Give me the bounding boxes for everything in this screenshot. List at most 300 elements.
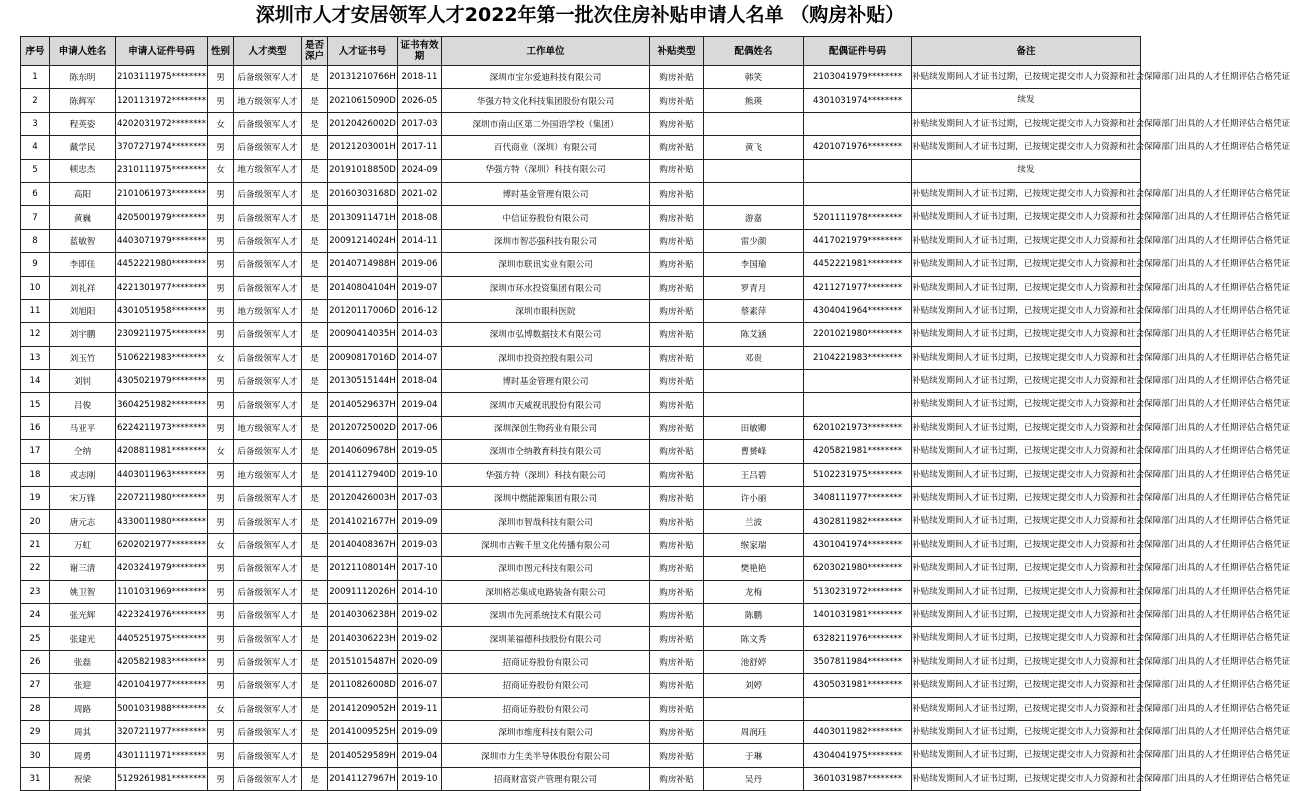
- cell-col-remarks: 补贴续发期间人才证书过期，已按规定提交市人力资源和社会保障部门出具的人才任期评估合格凭证: [912, 533, 1141, 556]
- cell-col-id: 4305021979********: [116, 370, 208, 393]
- cell-col-employer: 深圳莱福德科技股份有限公司: [442, 627, 650, 650]
- cell-col-spouse-name: [704, 697, 804, 720]
- table-row: [21, 697, 1141, 720]
- cell-col-employer: 华强方特（深圳）科技有限公司: [442, 463, 650, 486]
- cell-col-spouse-id: 4304041975********: [804, 744, 912, 767]
- table-row: [21, 603, 1141, 626]
- cell-col-remarks: 补贴续发期间人才证书过期，已按规定提交市人力资源和社会保障部门出具的人才任期评估合格凭证: [912, 744, 1141, 767]
- cell-col-cert-expiry: 2018-04: [398, 370, 442, 393]
- cell-col-employer: 招商证券股份有限公司: [442, 674, 650, 697]
- cell-col-shenzhen-hukou: 是: [302, 136, 328, 159]
- cell-col-subsidy-type: 购房补贴: [650, 159, 704, 182]
- cell-col-shenzhen-hukou: 是: [302, 253, 328, 276]
- cell-col-employer: 深圳市力生美半导体股份有限公司: [442, 744, 650, 767]
- cell-col-shenzhen-hukou: 是: [302, 627, 328, 650]
- cell-col-talent-type: 地方级领军人才: [234, 159, 302, 182]
- cell-col-spouse-name: 韩笑: [704, 66, 804, 89]
- table-row: [21, 89, 1141, 112]
- cell-col-shenzhen-hukou: 是: [302, 674, 328, 697]
- cell-col-name: 张磊: [50, 650, 116, 673]
- cell-col-spouse-name: 雷少颜: [704, 229, 804, 252]
- cell-col-cert-expiry: 2019-05: [398, 440, 442, 463]
- cell-col-shenzhen-hukou: 是: [302, 720, 328, 743]
- header-col-subsidy-type: 补贴类型: [650, 37, 704, 66]
- cell-col-spouse-name: 龙梅: [704, 580, 804, 603]
- cell-col-cert-expiry: 2017-06: [398, 416, 442, 439]
- cell-col-cert-expiry: 2019-10: [398, 463, 442, 486]
- cell-col-cert-no: 20141127940D: [328, 463, 398, 486]
- cell-col-employer: 博时基金管理有限公司: [442, 370, 650, 393]
- cell-col-index: 19: [21, 487, 50, 510]
- cell-col-employer: 深圳市先河系统技术有限公司: [442, 603, 650, 626]
- cell-col-index: 5: [21, 159, 50, 182]
- cell-col-index: 8: [21, 229, 50, 252]
- cell-col-index: 26: [21, 650, 50, 673]
- cell-col-name: 祝梁: [50, 767, 116, 790]
- table-row: [21, 206, 1141, 229]
- cell-col-talent-type: 后备级领军人才: [234, 440, 302, 463]
- cell-col-spouse-name: 李国瑜: [704, 253, 804, 276]
- cell-col-cert-no: 20120725002D: [328, 416, 398, 439]
- cell-col-spouse-id: 5102231975********: [804, 463, 912, 486]
- cell-col-gender: 男: [208, 89, 234, 112]
- cell-col-talent-type: 后备级领军人才: [234, 580, 302, 603]
- cell-col-spouse-name: 周润珏: [704, 720, 804, 743]
- cell-col-index: 27: [21, 674, 50, 697]
- cell-col-gender: 男: [208, 627, 234, 650]
- cell-col-spouse-id: [804, 182, 912, 205]
- cell-col-talent-type: 后备级领军人才: [234, 603, 302, 626]
- cell-col-cert-no: 20121108014H: [328, 557, 398, 580]
- cell-col-cert-expiry: 2019-06: [398, 253, 442, 276]
- table-row: [21, 767, 1141, 790]
- cell-col-cert-expiry: 2021-02: [398, 182, 442, 205]
- cell-col-subsidy-type: 购房补贴: [650, 276, 704, 299]
- cell-col-id: 4301111971********: [116, 744, 208, 767]
- cell-col-gender: 男: [208, 323, 234, 346]
- cell-col-cert-expiry: 2019-04: [398, 744, 442, 767]
- cell-col-subsidy-type: 购房补贴: [650, 229, 704, 252]
- cell-col-name: 程英姿: [50, 112, 116, 135]
- cell-col-talent-type: 后备级领军人才: [234, 136, 302, 159]
- table-row: [21, 650, 1141, 673]
- cell-col-shenzhen-hukou: 是: [302, 440, 328, 463]
- cell-col-remarks: 补贴续发期间人才证书过期，已按规定提交市人力资源和社会保障部门出具的人才任期评估合格凭证: [912, 112, 1141, 135]
- cell-col-spouse-id: 4301031974********: [804, 89, 912, 112]
- cell-col-cert-expiry: 2017-11: [398, 136, 442, 159]
- cell-col-spouse-name: 蔡素萍: [704, 299, 804, 322]
- cell-col-subsidy-type: 购房补贴: [650, 533, 704, 556]
- cell-col-cert-no: 20140306223H: [328, 627, 398, 650]
- cell-col-spouse-id: 4201071976********: [804, 136, 912, 159]
- cell-col-cert-expiry: 2014-03: [398, 323, 442, 346]
- cell-col-remarks: 补贴续发期间人才证书过期，已按规定提交市人力资源和社会保障部门出具的人才任期评估合格凭证: [912, 182, 1141, 205]
- header-col-cert-no: 人才证书号: [328, 37, 398, 66]
- cell-col-remarks: 补贴续发期间人才证书过期，已按规定提交市人力资源和社会保障部门出具的人才任期评估合格凭证: [912, 66, 1141, 89]
- cell-col-id: 5106221983********: [116, 346, 208, 369]
- cell-col-employer: 深圳格芯集成电路装备有限公司: [442, 580, 650, 603]
- cell-col-spouse-name: [704, 112, 804, 135]
- cell-col-name: 姚卫智: [50, 580, 116, 603]
- cell-col-cert-expiry: 2018-11: [398, 66, 442, 89]
- cell-col-name: 黄巍: [50, 206, 116, 229]
- cell-col-cert-expiry: 2017-03: [398, 112, 442, 135]
- table-row: [21, 627, 1141, 650]
- cell-col-remarks: 补贴续发期间人才证书过期，已按规定提交市人力资源和社会保障部门出具的人才任期评估合格凭证: [912, 229, 1141, 252]
- cell-col-employer: 华强方特（深圳）科技有限公司: [442, 159, 650, 182]
- cell-col-shenzhen-hukou: 是: [302, 206, 328, 229]
- cell-col-spouse-id: 4305031981********: [804, 674, 912, 697]
- cell-col-shenzhen-hukou: 是: [302, 697, 328, 720]
- cell-col-spouse-id: 4304041964********: [804, 299, 912, 322]
- cell-col-employer: 华强方特文化科技集团股份有限公司: [442, 89, 650, 112]
- cell-col-name: 谢三清: [50, 557, 116, 580]
- cell-col-talent-type: 后备级领军人才: [234, 627, 302, 650]
- header-col-talent-type: 人才类型: [234, 37, 302, 66]
- cell-col-spouse-id: 4417021979********: [804, 229, 912, 252]
- cell-col-gender: 男: [208, 603, 234, 626]
- cell-col-spouse-name: 缑家瑞: [704, 533, 804, 556]
- cell-col-cert-expiry: 2026-05: [398, 89, 442, 112]
- cell-col-index: 25: [21, 627, 50, 650]
- cell-col-spouse-name: 池舒婷: [704, 650, 804, 673]
- cell-col-gender: 男: [208, 136, 234, 159]
- cell-col-cert-no: 20090817016D: [328, 346, 398, 369]
- cell-col-talent-type: 后备级领军人才: [234, 557, 302, 580]
- cell-col-shenzhen-hukou: 是: [302, 299, 328, 322]
- cell-col-employer: 深圳市宝尔爱迪科技有限公司: [442, 66, 650, 89]
- cell-col-subsidy-type: 购房补贴: [650, 674, 704, 697]
- cell-col-id: 4403071979********: [116, 229, 208, 252]
- cell-col-employer: 深圳市天威视讯股份有限公司: [442, 393, 650, 416]
- cell-col-index: 22: [21, 557, 50, 580]
- cell-col-subsidy-type: 购房补贴: [650, 66, 704, 89]
- cell-col-id: 4403011963********: [116, 463, 208, 486]
- cell-col-shenzhen-hukou: 是: [302, 89, 328, 112]
- cell-col-index: 14: [21, 370, 50, 393]
- cell-col-cert-no: 20120117006D: [328, 299, 398, 322]
- cell-col-remarks: 补贴续发期间人才证书过期，已按规定提交市人力资源和社会保障部门出具的人才任期评估合格凭证: [912, 580, 1141, 603]
- cell-col-remarks: 补贴续发期间人才证书过期，已按规定提交市人力资源和社会保障部门出具的人才任期评估合格凭证: [912, 440, 1141, 463]
- cell-col-cert-no: 20191018850D: [328, 159, 398, 182]
- cell-col-employer: 深圳市吉鞍千里文化传播有限公司: [442, 533, 650, 556]
- cell-col-id: 5001031988********: [116, 697, 208, 720]
- cell-col-shenzhen-hukou: 是: [302, 393, 328, 416]
- cell-col-index: 16: [21, 416, 50, 439]
- cell-col-spouse-id: [804, 697, 912, 720]
- cell-col-cert-expiry: 2019-03: [398, 533, 442, 556]
- cell-col-remarks: 续发: [912, 89, 1141, 112]
- cell-col-employer: 深圳市智芯强科技有限公司: [442, 229, 650, 252]
- cell-col-remarks: 补贴续发期间人才证书过期，已按规定提交市人力资源和社会保障部门出具的人才任期评估合格凭证: [912, 370, 1141, 393]
- cell-col-employer: 深圳市环水投资集团有限公司: [442, 276, 650, 299]
- cell-col-id: 2207211980********: [116, 487, 208, 510]
- cell-col-remarks: 续发: [912, 159, 1141, 182]
- cell-col-name: 刘钊: [50, 370, 116, 393]
- cell-col-spouse-name: 邓贵: [704, 346, 804, 369]
- cell-col-spouse-name: 曹赟峰: [704, 440, 804, 463]
- cell-col-shenzhen-hukou: 是: [302, 463, 328, 486]
- table-row: [21, 229, 1141, 252]
- cell-col-gender: 女: [208, 112, 234, 135]
- cell-col-shenzhen-hukou: 是: [302, 112, 328, 135]
- cell-col-talent-type: 后备级领军人才: [234, 720, 302, 743]
- cell-col-spouse-name: [704, 182, 804, 205]
- cell-col-spouse-id: 3408111977********: [804, 487, 912, 510]
- cell-col-id: 3604251982********: [116, 393, 208, 416]
- cell-col-spouse-name: 许小丽: [704, 487, 804, 510]
- cell-col-cert-expiry: 2019-02: [398, 627, 442, 650]
- cell-col-shenzhen-hukou: 是: [302, 159, 328, 182]
- cell-col-gender: 男: [208, 767, 234, 790]
- cell-col-spouse-id: 4205821981********: [804, 440, 912, 463]
- cell-col-spouse-id: 4452221981********: [804, 253, 912, 276]
- cell-col-gender: 男: [208, 206, 234, 229]
- cell-col-talent-type: 后备级领军人才: [234, 323, 302, 346]
- cell-col-subsidy-type: 购房补贴: [650, 744, 704, 767]
- header-col-spouse-id: 配偶证件号码: [804, 37, 912, 66]
- cell-col-employer: 深圳市图元科技有限公司: [442, 557, 650, 580]
- cell-col-shenzhen-hukou: 是: [302, 510, 328, 533]
- header-col-id: 申请人证件号码: [116, 37, 208, 66]
- cell-col-spouse-name: 兰波: [704, 510, 804, 533]
- cell-col-spouse-id: 6201021973********: [804, 416, 912, 439]
- cell-col-index: 12: [21, 323, 50, 346]
- cell-col-gender: 男: [208, 229, 234, 252]
- cell-col-gender: 男: [208, 393, 234, 416]
- cell-col-cert-no: 20090414035H: [328, 323, 398, 346]
- table-row: [21, 112, 1141, 135]
- cell-col-subsidy-type: 购房补贴: [650, 323, 704, 346]
- table-row: [21, 299, 1141, 322]
- cell-col-index: 7: [21, 206, 50, 229]
- cell-col-spouse-id: 2201021980********: [804, 323, 912, 346]
- cell-col-spouse-name: 罗青月: [704, 276, 804, 299]
- cell-col-cert-no: 20091112026H: [328, 580, 398, 603]
- cell-col-subsidy-type: 购房补贴: [650, 720, 704, 743]
- cell-col-name: 蓝敏智: [50, 229, 116, 252]
- cell-col-spouse-id: 4211271977********: [804, 276, 912, 299]
- cell-col-remarks: 补贴续发期间人才证书过期，已按规定提交市人力资源和社会保障部门出具的人才任期评估合格凭证: [912, 697, 1141, 720]
- cell-col-remarks: 补贴续发期间人才证书过期，已按规定提交市人力资源和社会保障部门出具的人才任期评估合格凭证: [912, 767, 1141, 790]
- cell-col-spouse-id: 2104221983********: [804, 346, 912, 369]
- cell-col-cert-no: 20160303168D: [328, 182, 398, 205]
- cell-col-cert-no: 20130911471H: [328, 206, 398, 229]
- cell-col-shenzhen-hukou: 是: [302, 767, 328, 790]
- cell-col-index: 28: [21, 697, 50, 720]
- cell-col-shenzhen-hukou: 是: [302, 370, 328, 393]
- cell-col-index: 10: [21, 276, 50, 299]
- table-row: [21, 463, 1141, 486]
- cell-col-cert-expiry: 2016-07: [398, 674, 442, 697]
- table-row: [21, 346, 1141, 369]
- cell-col-subsidy-type: 购房补贴: [650, 440, 704, 463]
- cell-col-talent-type: 后备级领军人才: [234, 767, 302, 790]
- table-row: [21, 159, 1141, 182]
- cell-col-cert-no: 20120426002D: [328, 112, 398, 135]
- cell-col-name: 万虹: [50, 533, 116, 556]
- cell-col-employer: 深圳市眼科医院: [442, 299, 650, 322]
- cell-col-index: 1: [21, 66, 50, 89]
- cell-col-talent-type: 后备级领军人才: [234, 206, 302, 229]
- cell-col-name: 吕俊: [50, 393, 116, 416]
- cell-col-shenzhen-hukou: 是: [302, 557, 328, 580]
- cell-col-employer: 百代商业（深圳）有限公司: [442, 136, 650, 159]
- cell-col-index: 13: [21, 346, 50, 369]
- table-row: [21, 674, 1141, 697]
- cell-col-id: 4301051958********: [116, 299, 208, 322]
- cell-col-gender: 男: [208, 674, 234, 697]
- cell-col-talent-type: 后备级领军人才: [234, 674, 302, 697]
- cell-col-id: 4330011980********: [116, 510, 208, 533]
- cell-col-spouse-name: 陈艾涵: [704, 323, 804, 346]
- cell-col-id: 2310111975********: [116, 159, 208, 182]
- cell-col-talent-type: 后备级领军人才: [234, 276, 302, 299]
- cell-col-talent-type: 后备级领军人才: [234, 112, 302, 135]
- table-row: [21, 66, 1141, 89]
- cell-col-shenzhen-hukou: 是: [302, 650, 328, 673]
- cell-col-cert-expiry: 2019-11: [398, 697, 442, 720]
- cell-col-gender: 女: [208, 533, 234, 556]
- cell-col-talent-type: 地方级领军人才: [234, 416, 302, 439]
- cell-col-index: 4: [21, 136, 50, 159]
- cell-col-subsidy-type: 购房补贴: [650, 182, 704, 205]
- cell-col-cert-no: 20140804104H: [328, 276, 398, 299]
- cell-col-gender: 男: [208, 487, 234, 510]
- cell-col-cert-no: 20130515144H: [328, 370, 398, 393]
- cell-col-cert-expiry: 2017-03: [398, 487, 442, 510]
- cell-col-talent-type: 后备级领军人才: [234, 393, 302, 416]
- table-row: [21, 276, 1141, 299]
- cell-col-spouse-name: 陈文秀: [704, 627, 804, 650]
- table-row: [21, 557, 1141, 580]
- cell-col-cert-expiry: 2019-02: [398, 603, 442, 626]
- cell-col-cert-no: 20141209052H: [328, 697, 398, 720]
- cell-col-remarks: 补贴续发期间人才证书过期，已按规定提交市人力资源和社会保障部门出具的人才任期评估合格凭证: [912, 136, 1141, 159]
- cell-col-id: 4205001979********: [116, 206, 208, 229]
- cell-col-cert-no: 20140529637H: [328, 393, 398, 416]
- cell-col-talent-type: 后备级领军人才: [234, 487, 302, 510]
- cell-col-employer: 深圳市联讯实业有限公司: [442, 253, 650, 276]
- cell-col-subsidy-type: 购房补贴: [650, 767, 704, 790]
- cell-col-employer: 招商财富资产管理有限公司: [442, 767, 650, 790]
- cell-col-talent-type: 后备级领军人才: [234, 533, 302, 556]
- cell-col-index: 2: [21, 89, 50, 112]
- cell-col-index: 17: [21, 440, 50, 463]
- cell-col-spouse-id: 6203021980********: [804, 557, 912, 580]
- cell-col-cert-no: 20140609678H: [328, 440, 398, 463]
- cell-col-gender: 男: [208, 276, 234, 299]
- cell-col-gender: 男: [208, 253, 234, 276]
- cell-col-cert-no: 20141009525H: [328, 720, 398, 743]
- cell-col-cert-no: 20120426003H: [328, 487, 398, 510]
- cell-col-id: 3207211977********: [116, 720, 208, 743]
- cell-col-talent-type: 后备级领军人才: [234, 66, 302, 89]
- cell-col-spouse-name: 刘婷: [704, 674, 804, 697]
- cell-col-name: 周勇: [50, 744, 116, 767]
- cell-col-subsidy-type: 购房补贴: [650, 299, 704, 322]
- cell-col-gender: 男: [208, 182, 234, 205]
- table-body: [21, 66, 1290, 791]
- header-col-employer: 工作单位: [442, 37, 650, 66]
- applicant-table: [20, 36, 1290, 791]
- header-col-name: 申请人姓名: [50, 37, 116, 66]
- table-row: [21, 370, 1141, 393]
- cell-col-cert-no: 20210615090D: [328, 89, 398, 112]
- cell-col-cert-expiry: 2019-07: [398, 276, 442, 299]
- header-row: [21, 37, 1141, 66]
- cell-col-remarks: 补贴续发期间人才证书过期，已按规定提交市人力资源和社会保障部门出具的人才任期评估合格凭证: [912, 510, 1141, 533]
- table-row: [21, 510, 1141, 533]
- table-row: [21, 440, 1141, 463]
- cell-col-id: 2103111975********: [116, 66, 208, 89]
- cell-col-spouse-id: 4302811982********: [804, 510, 912, 533]
- cell-col-gender: 男: [208, 66, 234, 89]
- cell-col-remarks: 补贴续发期间人才证书过期，已按规定提交市人力资源和社会保障部门出具的人才任期评估合格凭证: [912, 346, 1141, 369]
- cell-col-talent-type: 后备级领军人才: [234, 253, 302, 276]
- cell-col-remarks: 补贴续发期间人才证书过期，已按规定提交市人力资源和社会保障部门出具的人才任期评估合格凭证: [912, 299, 1141, 322]
- cell-col-gender: 男: [208, 370, 234, 393]
- cell-col-spouse-name: [704, 393, 804, 416]
- cell-col-employer: 深圳市投资控股有限公司: [442, 346, 650, 369]
- cell-col-gender: 男: [208, 580, 234, 603]
- header-col-gender: 性别: [208, 37, 234, 66]
- cell-col-gender: 女: [208, 159, 234, 182]
- table-row: [21, 323, 1141, 346]
- cell-col-index: 29: [21, 720, 50, 743]
- cell-col-remarks: 补贴续发期间人才证书过期，已按规定提交市人力资源和社会保障部门出具的人才任期评估合格凭证: [912, 206, 1141, 229]
- cell-col-subsidy-type: 购房补贴: [650, 136, 704, 159]
- cell-col-cert-expiry: 2014-10: [398, 580, 442, 603]
- cell-col-index: 9: [21, 253, 50, 276]
- cell-col-spouse-id: 6328211976********: [804, 627, 912, 650]
- cell-col-talent-type: 后备级领军人才: [234, 346, 302, 369]
- cell-col-cert-expiry: 2017-10: [398, 557, 442, 580]
- cell-col-spouse-name: 吴丹: [704, 767, 804, 790]
- cell-col-spouse-name: [704, 159, 804, 182]
- cell-col-name: 张迎: [50, 674, 116, 697]
- cell-col-talent-type: 地方级领军人才: [234, 299, 302, 322]
- cell-col-id: 1201131972********: [116, 89, 208, 112]
- cell-col-subsidy-type: 购房补贴: [650, 253, 704, 276]
- cell-col-talent-type: 后备级领军人才: [234, 510, 302, 533]
- cell-col-remarks: 补贴续发期间人才证书过期，已按规定提交市人力资源和社会保障部门出具的人才任期评估合格凭证: [912, 487, 1141, 510]
- cell-col-remarks: 补贴续发期间人才证书过期，已按规定提交市人力资源和社会保障部门出具的人才任期评估合格凭证: [912, 253, 1141, 276]
- cell-col-talent-type: 后备级领军人才: [234, 182, 302, 205]
- cell-col-index: 21: [21, 533, 50, 556]
- cell-col-cert-expiry: 2019-04: [398, 393, 442, 416]
- cell-col-name: 周其: [50, 720, 116, 743]
- cell-col-spouse-id: 5201111978********: [804, 206, 912, 229]
- cell-col-gender: 男: [208, 744, 234, 767]
- header-col-cert-expiry: 证书有效期: [398, 37, 442, 66]
- cell-col-subsidy-type: 购房补贴: [650, 393, 704, 416]
- cell-col-spouse-id: 1401031981********: [804, 603, 912, 626]
- header-col-spouse-name: 配偶姓名: [704, 37, 804, 66]
- cell-col-index: 11: [21, 299, 50, 322]
- cell-col-shenzhen-hukou: 是: [302, 603, 328, 626]
- table-row: [21, 487, 1141, 510]
- cell-col-spouse-name: 王吕碧: [704, 463, 804, 486]
- table-row: [21, 744, 1141, 767]
- cell-col-cert-expiry: 2016-12: [398, 299, 442, 322]
- cell-col-name: 陈辉军: [50, 89, 116, 112]
- cell-col-subsidy-type: 购房补贴: [650, 346, 704, 369]
- cell-col-spouse-id: 4403011982********: [804, 720, 912, 743]
- cell-col-employer: 深圳深创生物药业有限公司: [442, 416, 650, 439]
- cell-col-remarks: 补贴续发期间人才证书过期，已按规定提交市人力资源和社会保障部门出具的人才任期评估合格凭证: [912, 416, 1141, 439]
- cell-col-id: 4221301977********: [116, 276, 208, 299]
